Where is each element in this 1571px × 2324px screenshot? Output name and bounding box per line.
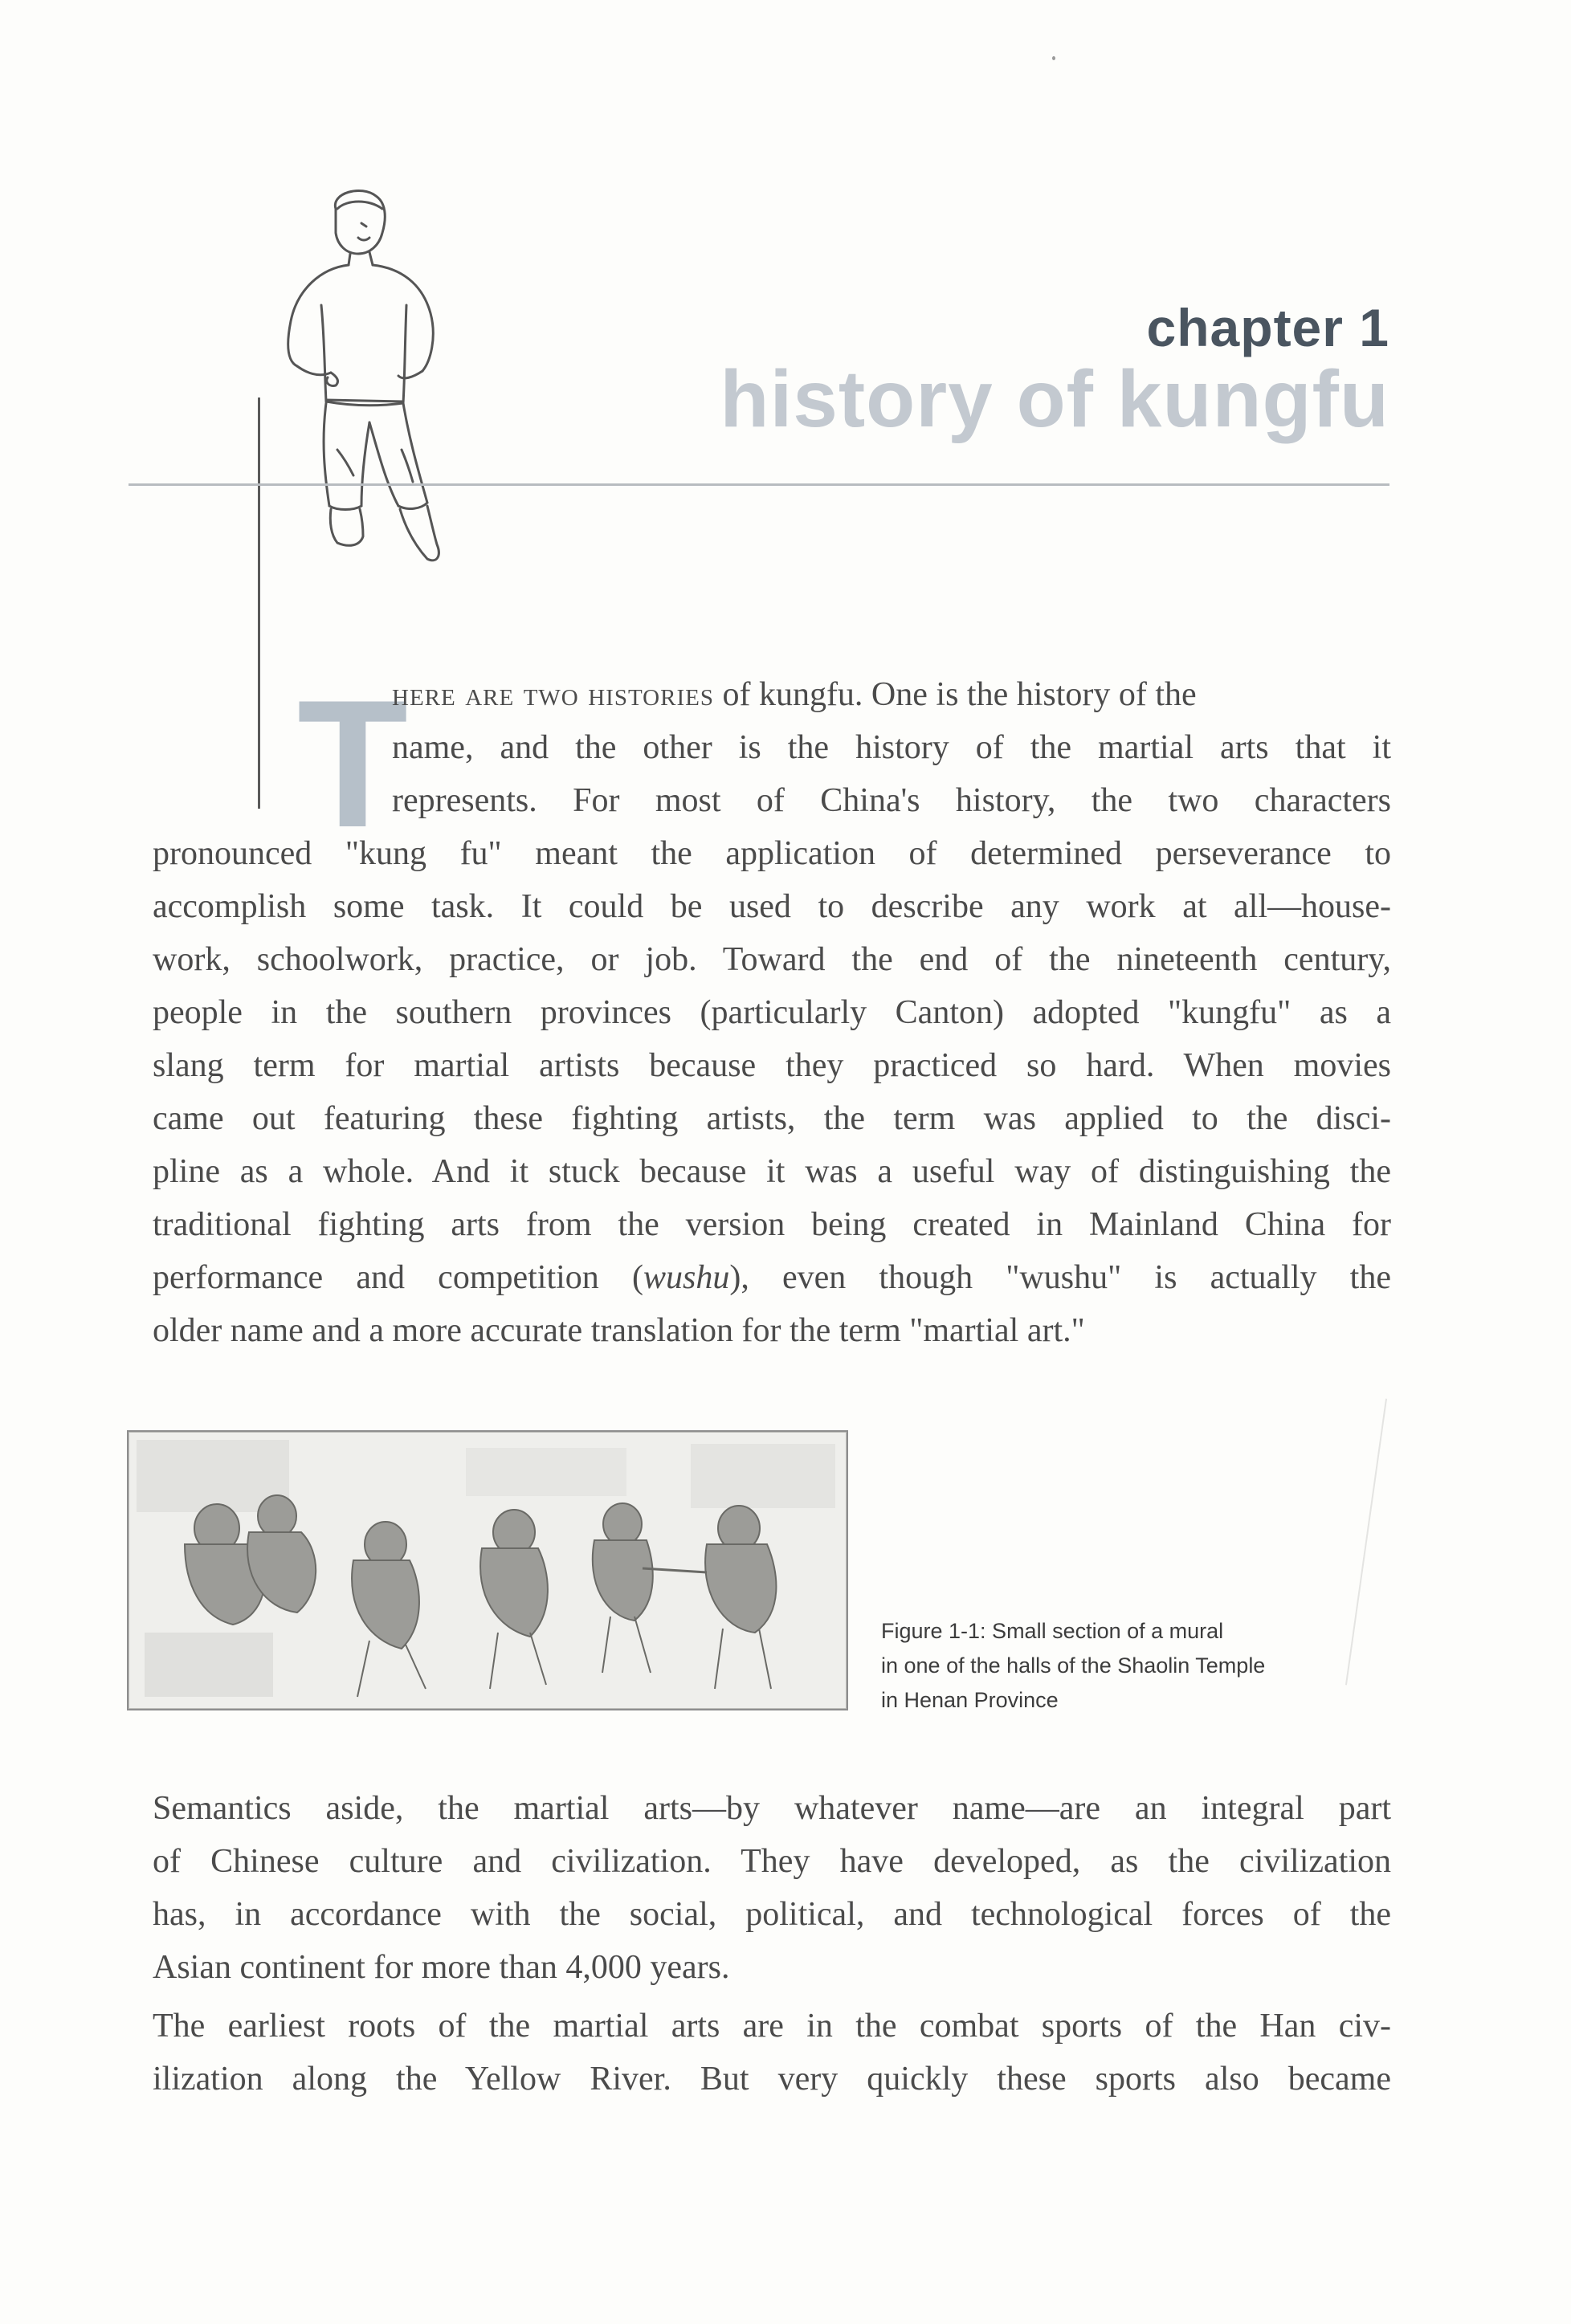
caption-line: in Henan Province: [881, 1688, 1059, 1712]
intro-line-text: performance and competition (: [153, 1259, 643, 1296]
paragraph-line: ilization along the Yellow River. But very quickly these sports also became: [153, 2061, 1391, 2098]
intro-line: older name and a more accurate translation for the term "martial art.": [153, 1312, 1085, 1349]
intro-line: people in the southern provinces (particularly Canton) adopted "kungfu" as a: [153, 994, 1391, 1031]
chapter-number: chapter 1: [1146, 298, 1389, 357]
paragraph-line: The earliest roots of the martial arts are in the combat sports of the Han civ-: [153, 2008, 1391, 2045]
intro-line: traditional fighting arts from the version being created in Mainland China for: [153, 1206, 1391, 1243]
caption-line: Figure 1-1: Small section of a mural: [881, 1619, 1224, 1643]
intro-line: [153, 1251, 1391, 1304]
mural-photo: [127, 1430, 848, 1710]
chapter-title: history of kungfu: [720, 354, 1389, 444]
intro-line: work, schoolwork, practice, or job. Toward the end of the nineteenth century,: [153, 941, 1391, 978]
italic-term: wushu: [643, 1259, 730, 1296]
intro-line: [392, 668, 1391, 721]
intro-line: pline as a whole. And it stuck because it was a useful way of distinguishing the: [153, 1153, 1391, 1190]
intro-line: pronounced "kung fu" meant the application of determined perseverance to: [153, 835, 1391, 872]
header-rule: [129, 483, 1389, 486]
intro-line: slang term for martial artists because they practiced so hard. When movies: [153, 1047, 1391, 1084]
print-speck: [1052, 56, 1055, 60]
intro-line: accomplish some task. It could be used to describe any work at all—house-: [153, 888, 1391, 925]
figure-caption: [881, 1614, 1331, 1718]
intro-line-text: of kungfu. One is the history of the: [713, 676, 1197, 713]
paragraph-line: has, in accordance with the social, political, and technological forces of the: [153, 1896, 1391, 1933]
intro-line: name, and the other is the history of the martial arts that it: [392, 729, 1391, 766]
martial-artist-illustration: [241, 185, 506, 586]
intro-small-caps: here are two histories: [392, 676, 714, 713]
paragraph-line: of Chinese culture and civilization. They have developed, as the civilization: [153, 1843, 1391, 1880]
faint-scan-line: [1345, 1399, 1387, 1686]
caption-line: in one of the halls of the Shaolin Temple: [881, 1653, 1266, 1678]
intro-line: came out featuring these fighting artists, the term was applied to the disci-: [153, 1100, 1391, 1137]
drop-cap: T: [297, 662, 409, 865]
paragraph-line: Semantics aside, the martial arts—by whatever name—are an integral part: [153, 1790, 1391, 1827]
paragraph-line: Asian continent for more than 4,000 years.: [153, 1949, 730, 1986]
vertical-rule: [258, 398, 260, 809]
intro-line-text: ), even though "wushu" is actually the: [729, 1259, 1391, 1296]
intro-line: represents. For most of China's history, the two characters: [392, 782, 1391, 819]
